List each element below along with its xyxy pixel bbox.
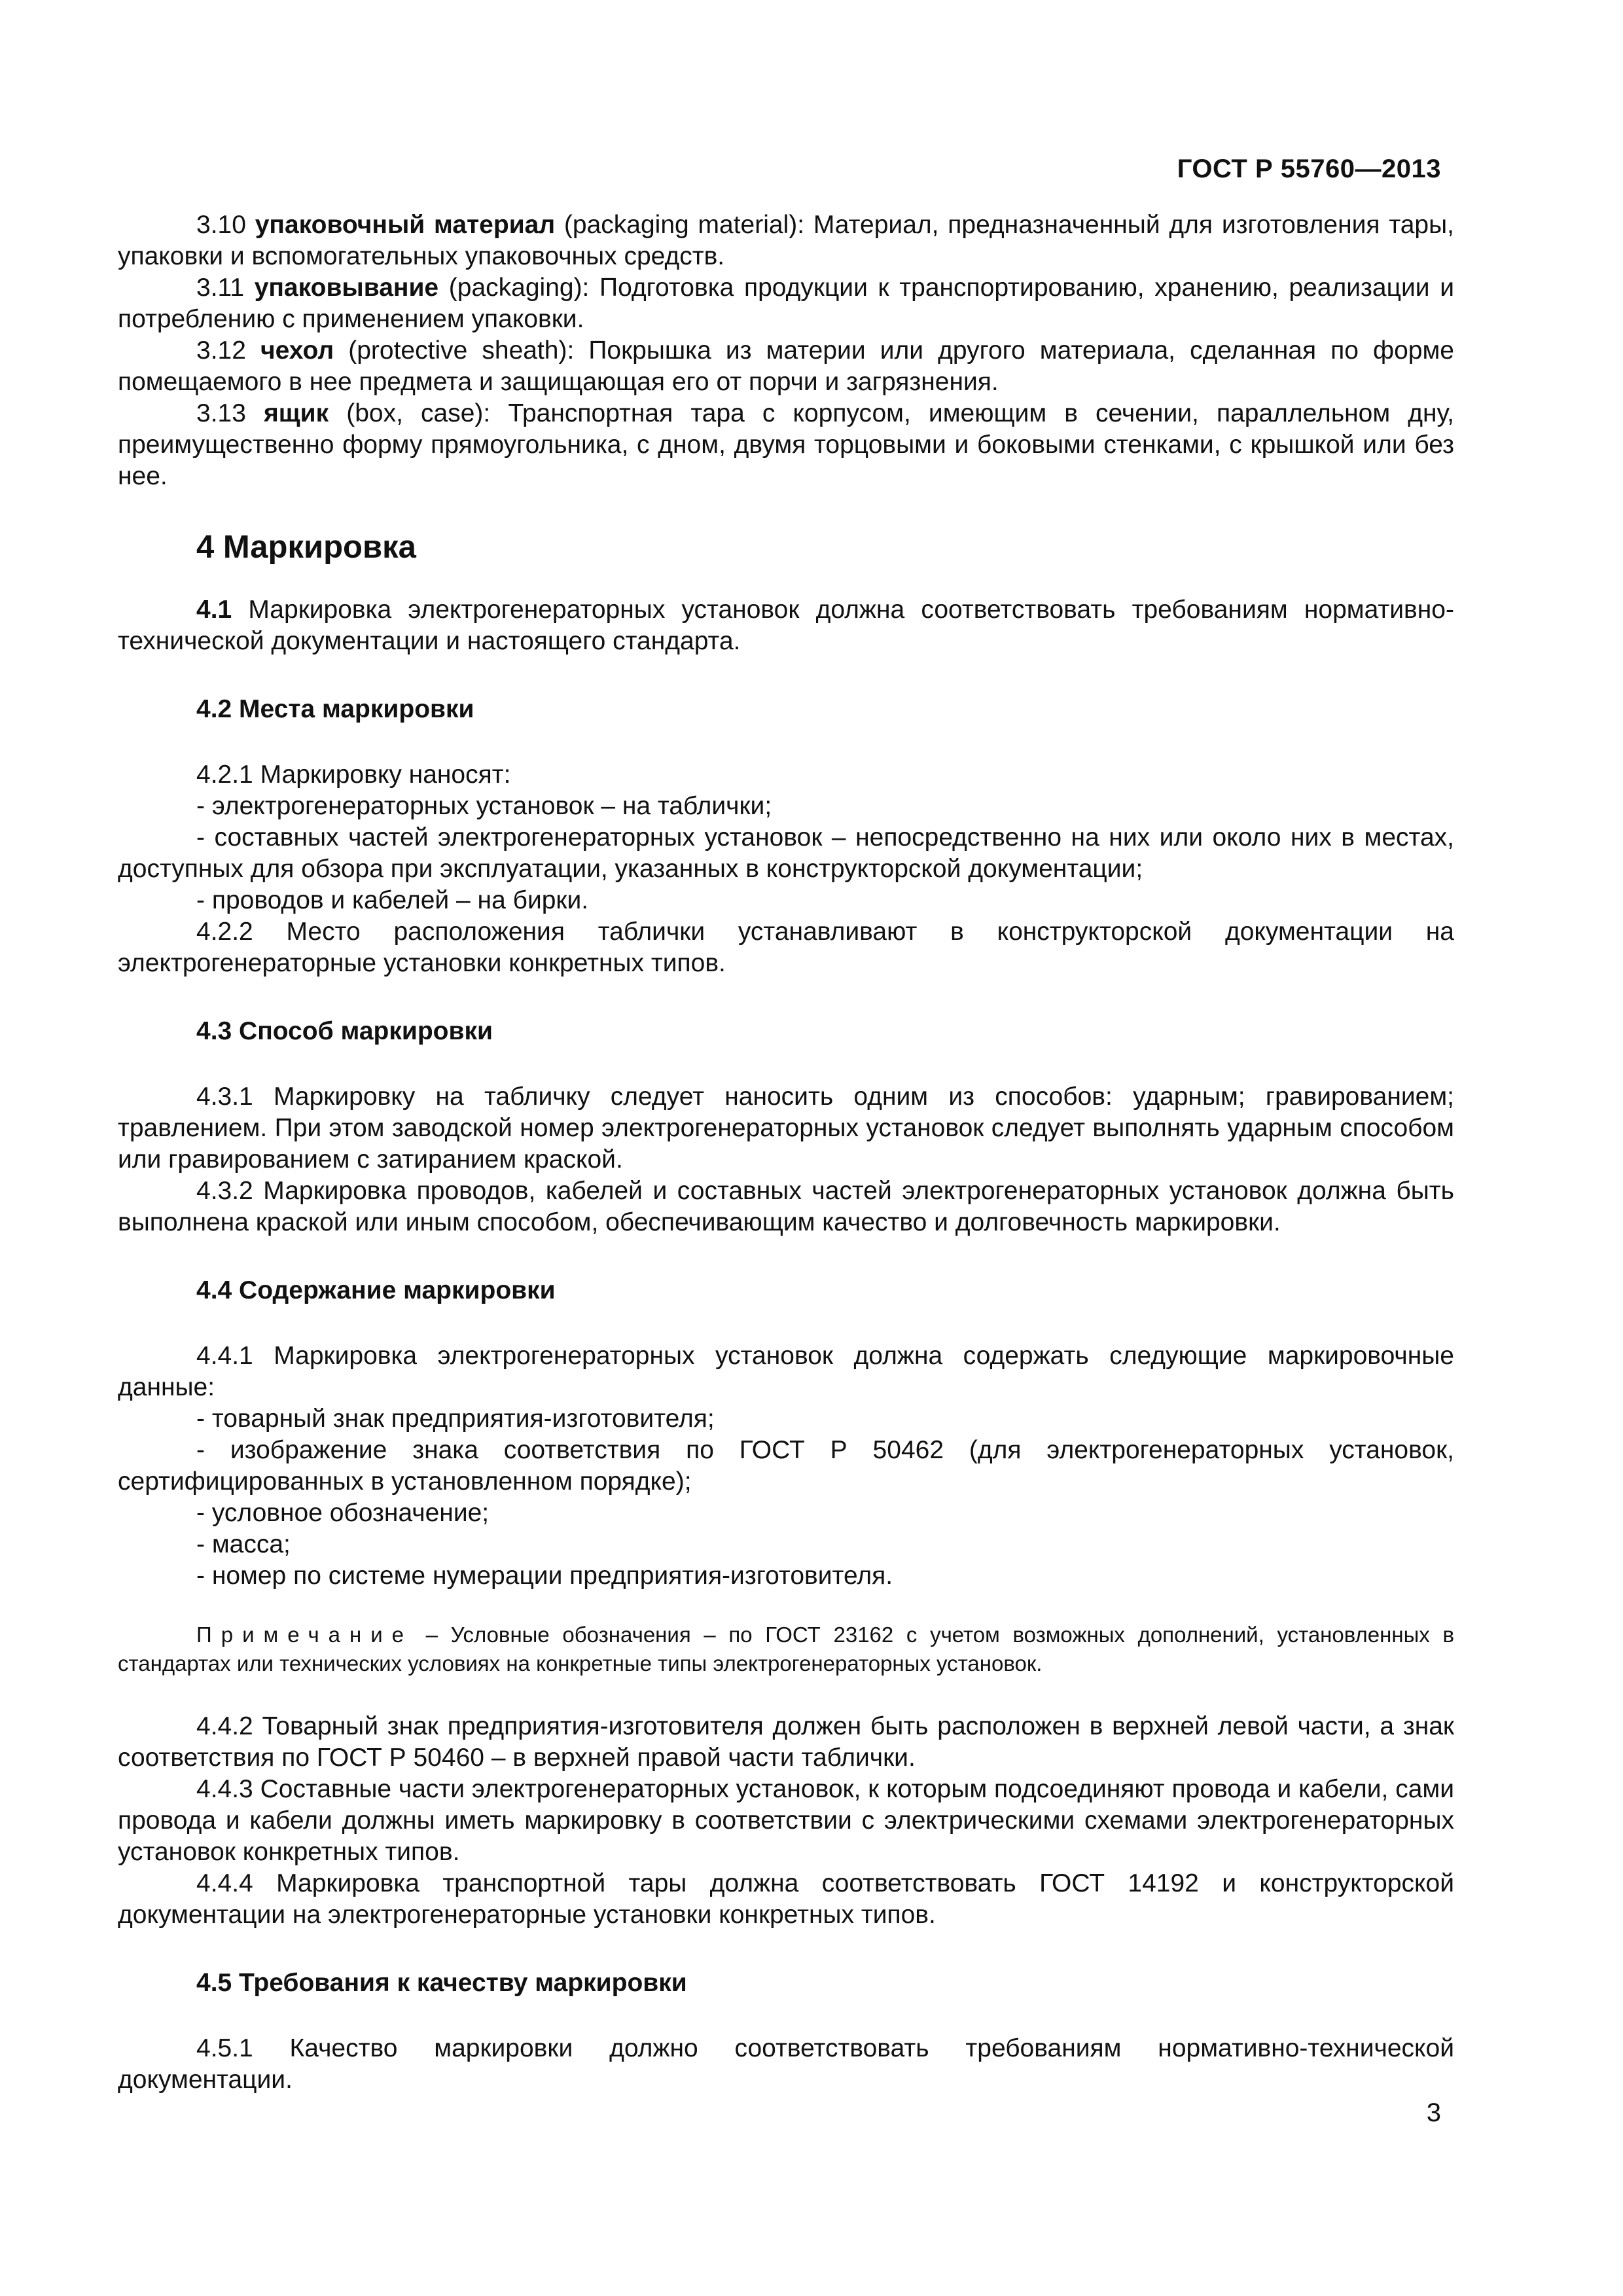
clause-4-3-2: 4.3.2 Маркировка проводов, кабелей и составных частей электрогенераторных установок должна быть выполнена краской или иным способом, обеспечивающим качество и долговечность маркировки. — [118, 1177, 1454, 1236]
clause-4-2-1: 4.2.1 Маркировку наносят: — [196, 761, 511, 789]
term-3-11 — [118, 272, 1454, 335]
term-3-10 — [118, 209, 1454, 272]
subsection-4-5-heading: 4.5 Требования к качеству маркировки — [196, 1969, 687, 1997]
term-3-12 — [118, 335, 1454, 398]
term-number: 3.12 — [196, 336, 260, 365]
clause-text: Маркировка электрогенераторных установок должна соответствовать требованиям нормативно-технической документации и настоящего стандарта. — [118, 596, 1454, 655]
document-code-header: ГОСТ Р 55760—2013 — [1177, 154, 1441, 183]
clause-4-4-1: 4.4.1 Маркировка электрогенераторных установок должна содержать следующие маркировочные данные: — [118, 1342, 1454, 1401]
term-name: чехол — [260, 336, 334, 365]
list-item: - условное обозначение; — [196, 1499, 490, 1527]
term-definition: (packaging): Подготовка продукции к транспортированию, хранению, реализации и потреблению с применением упаковки. — [118, 274, 1454, 333]
page-number: 3 — [1426, 2098, 1441, 2127]
list-item: - масса; — [196, 1530, 291, 1558]
term-name: упаковывание — [254, 274, 439, 302]
list-item: - товарный знак предприятия-изготовителя; — [196, 1405, 715, 1433]
term-name: ящик — [264, 399, 329, 427]
clause-4-5-1: 4.5.1 Качество маркировки должно соответствовать требованиям нормативно-технической документации. — [118, 2034, 1454, 2094]
subsection-4-4-heading: 4.4 Содержание маркировки — [196, 1276, 556, 1304]
clause-4-2-2: 4.2.2 Место расположения таблички устанавливают в конструкторской документации на электрогенераторные установки конкретных типов. — [118, 918, 1454, 977]
clause-4-4-4: 4.4.4 Маркировка транспортной тары должна соответствовать ГОСТ 14192 и конструкторской документации на электрогенераторные установки конкретных типов. — [118, 1869, 1454, 1929]
term-number: 3.13 — [196, 399, 264, 427]
section-4-heading: 4 Маркировка — [196, 529, 416, 565]
note — [118, 1621, 1454, 1678]
term-definition: (protective sheath): Покрышка из материи или другого материала, сделанная по форме помещаемого в нее предмета и защищающая его от порчи и загрязнения. — [118, 336, 1454, 396]
clause-4-4-3: 4.4.3 Составные части электрогенераторных установок, к которым подсоединяют провода и кабели, сами провода и кабели должны иметь маркировку в соответствии с электрическими схемами электрогенераторных установок конкретных типов. — [118, 1775, 1454, 1866]
list-item: - изображение знака соответствия по ГОСТ Р 50462 (для электрогенераторных установок, сертифицированных в установленном порядке); — [118, 1436, 1454, 1496]
term-number: 3.10 — [196, 211, 255, 239]
term-3-13 — [118, 398, 1454, 492]
note-label: Примечание — [196, 1623, 414, 1647]
note-text: – Условные обозначения – по ГОСТ 23162 с учетом возможных дополнений, установленных в стандартах или технических условиях на конкретные типы электрогенераторных установок. — [118, 1623, 1454, 1676]
clause-4-3-1: 4.3.1 Маркировку на табличку следует наносить одним из способов: ударным; гравированием; травлением. При этом заводской номер электрогенераторных установок следует выполнять ударным способом или гравированием с затиранием краской. — [118, 1083, 1454, 1174]
list-item: - проводов и кабелей – на бирки. — [196, 886, 589, 914]
document-body — [118, 209, 1454, 2096]
term-definition: (packaging material): Материал, предназначенный для изготовления тары, упаковки и вспомогательных упаковочных средств. — [118, 211, 1454, 270]
subsection-4-2-heading: 4.2 Места маркировки — [196, 695, 474, 723]
term-name: упаковочный материал — [255, 211, 556, 239]
list-item: - номер по системе нумерации предприятия-изготовителя. — [196, 1562, 893, 1590]
subsection-4-3-heading: 4.3 Способ маркировки — [196, 1017, 493, 1045]
list-item: - составных частей электрогенераторных установок – непосредственно на них или около них в местах, доступных для обзора при эксплуатации, указанных в конструкторской документации; — [118, 823, 1454, 883]
term-number: 3.11 — [196, 274, 255, 302]
clause-4-4-2: 4.4.2 Товарный знак предприятия-изготовителя должен быть расположен в верхней левой части, а знак соответствия по ГОСТ Р 50460 – в верхней правой части таблички. — [118, 1712, 1454, 1772]
list-item: - электрогенераторных установок – на таблички; — [196, 792, 772, 820]
clause-4-1 — [118, 594, 1454, 657]
clause-number: 4.1 — [196, 596, 232, 624]
term-definition: (box, case): Транспортная тара с корпусом, имеющим в сечении, параллельном дну, преимущественно форму прямоугольника, с дном, двумя торцовыми и боковыми стенками, с крышкой или без нее. — [118, 399, 1454, 490]
